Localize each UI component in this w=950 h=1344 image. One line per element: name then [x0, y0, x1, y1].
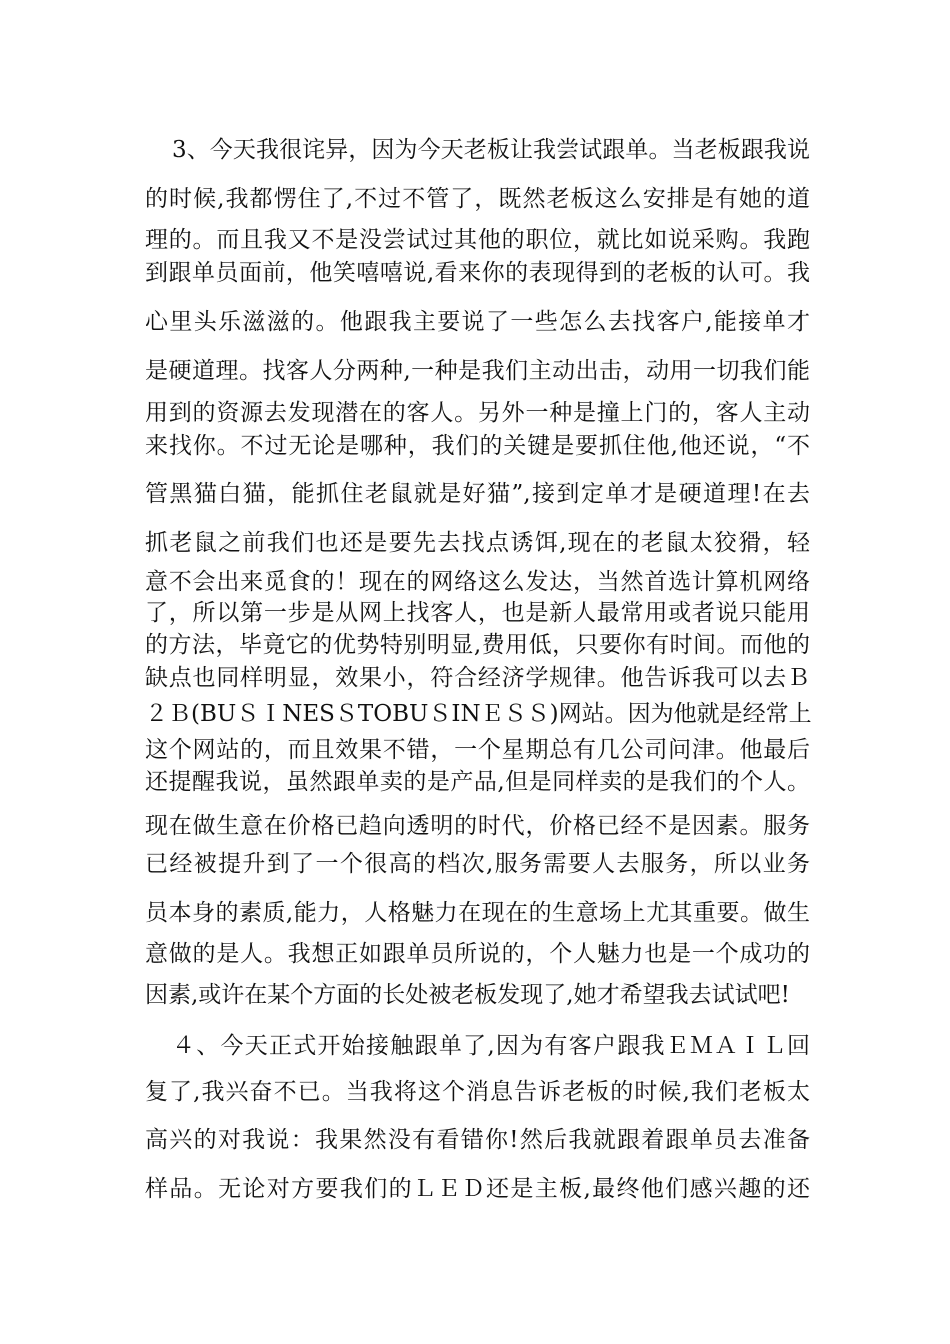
- paragraph-3-line: 3、今天我很诧异，因为今天老板让我尝试跟单。当老板跟我说: [172, 137, 810, 163]
- paragraph-3-line: 了，所以第一步是从网上找客人，也是新人最常用或者说只能用: [145, 600, 810, 626]
- paragraph-3-line: 管黑猫白猫，能抓住老鼠就是好猫”,接到定单才是硬道理!在去: [145, 481, 810, 507]
- paragraph-3-line: 还提醒我说，虽然跟单卖的是产品,但是同样卖的是我们的个人。: [145, 769, 810, 795]
- paragraph-3-line: 意做的是人。我想正如跟单员所说的，个人魅力也是一个成功的: [145, 941, 810, 967]
- paragraph-3-line: 到跟单员面前，他笑嘻嘻说,看来你的表现得到的老板的认可。我: [145, 260, 810, 286]
- paragraph-3-line: 的方法，毕竟它的优势特别明显,费用低，只要你有时间。而他的: [145, 632, 810, 658]
- paragraph-3-line: 已经被提升到了一个很高的档次,服务需要人去服务，所以业务: [145, 851, 810, 877]
- paragraph-4-line: 高兴的对我说：我果然没有看错你!然后我就跟着跟单员去准备: [145, 1127, 810, 1153]
- paragraph-3-line: 这个网站的，而且效果不错，一个星期总有几公司问津。他最后: [145, 737, 810, 763]
- paragraph-3-line: 现在做生意在价格已趋向透明的时代，价格已经不是因素。服务: [145, 813, 810, 839]
- paragraph-3-line: 理的。而且我又不是没尝试过其他的职位，就比如说采购。我跑: [145, 227, 810, 253]
- paragraph-3-line: 是硬道理。找客人分两种,一种是我们主动出击，动用一切我们能: [145, 358, 810, 384]
- paragraph-4-line: 复了,我兴奋不已。当我将这个消息告诉老板的时候,我们老板太: [145, 1079, 810, 1105]
- paragraph-3-line: ２Ｂ(BUＳＩNESＳTOBUＳINＥＳＳ)网站。因为他就是经常上: [145, 701, 812, 727]
- paragraph-4-line: 样品。无论对方要我们的ＬＥＤ还是主板,最终他们感兴趣的还: [145, 1176, 810, 1202]
- paragraph-3-line: 心里头乐滋滋的。他跟我主要说了一些怎么去找客户,能接单才: [145, 309, 810, 335]
- paragraph-3-line: 来找你。不过无论是哪种，我们的关键是要抓住他,他还说，“不: [145, 433, 810, 459]
- paragraph-3-line: 抓老鼠之前我们也还是要先去找点诱饵,现在的老鼠太狡猾，轻: [145, 530, 810, 556]
- paragraph-3-line: 因素,或许在某个方面的长处被老板发现了,她才希望我去试试吧!: [145, 982, 790, 1008]
- paragraph-3-line: 用到的资源去发现潜在的客人。另外一种是撞上门的，客人主动: [145, 400, 810, 426]
- paragraph-3-line: 的时候,我都愣住了,不过不管了，既然老板这么安排是有她的道: [145, 186, 810, 212]
- paragraph-4-line: ４、今天正式开始接触跟单了,因为有客户跟我ＥＭＡＩＬ回: [172, 1033, 810, 1059]
- paragraph-3-line: 意不会出来觅食的！现在的网络这么发达，当然首选计算机网络: [145, 569, 810, 595]
- paragraph-3-line: 员本身的素质,能力，人格魅力在现在的生意场上尤其重要。做生: [145, 900, 810, 926]
- paragraph-3-line: 缺点也同样明显，效果小，符合经济学规律。他告诉我可以去Ｂ: [145, 665, 810, 691]
